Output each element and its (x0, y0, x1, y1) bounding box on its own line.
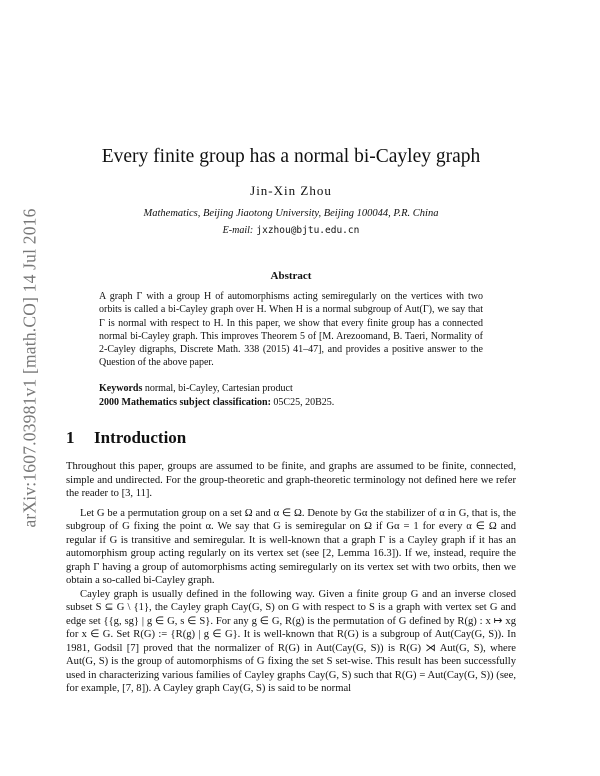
email-label: E-mail: (222, 225, 254, 236)
paragraph: Cayley graph is usually defined in the following way. Given a finite group G and an inverse closed subset S ⊆ G \ {1}, the Cayley graph Cay(G, S) on G with respect to S is a graph with vertex set G and edge set {{g, sg} | g ∈ G, s ∈ S}. For any g ∈ G, R(g) is the permutation of G defined by R(g) : x ↦ xg for x ∈ G. Set R(G) := {R(g) | g ∈ G}. It is well-known that R(G) is a subgroup of Aut(Cay(G, S)). In 1981, Godsil [7] proved that the normalizer of R(G) in Aut(Cay(G, S)) is R(G) ⋊ Aut(G, S), where Aut(G, S) is the group of automorphisms of G fixing the set S set-wise. This result has been successfully used in characterizing various families of Cayley graphs Cay(G, S) such that R(G) = Aut(Cay(G, S)) (see, for example, [7, 8]). A Cayley graph Cay(G, S) is said to be normal (66, 588, 516, 694)
author-name: Jin-Xin Zhou (250, 183, 332, 198)
keywords-line (99, 382, 483, 396)
affiliation: Mathematics, Beijing Jiaotong University, Beijing 100044, P.R. China (143, 208, 439, 219)
keywords-label: Keywords (99, 383, 143, 394)
paragraph: Let G be a permutation group on a set Ω and α ∈ Ω. Denote by Gα the stabilizer of α in G, that is, the subgroup of G fixing the point α. We say that G is semiregular on Ω if Gα = 1 for every α ∈ Ω and regular if G is transitive and semiregular. It is well-known that a graph Γ is a Cayley graph if it has an automorphism group acting regularly on its vertex set (see [2, Lemma 16.3]). If we, instead, require the graph Γ having a group of automorphisms acting semiregularly on its vertex set with two orbits, then we obtain a so-called bi-Cayley graph. (66, 507, 516, 586)
keywords-block (99, 382, 483, 410)
paper-title: Every finite group has a normal bi-Cayley graph (101, 146, 481, 167)
keywords-text: normal, bi-Cayley, Cartesian product (144, 383, 293, 394)
section-heading (66, 428, 516, 448)
arxiv-id: arXiv:1607.03981v1 [math.CO] 14 Jul 2016 (19, 208, 40, 528)
section-body (66, 460, 516, 696)
abstract-text: A graph Γ with a group H of automorphisms acting semiregularly on the vertices with two orbits is called a bi-Cayley graph over H. When H is a normal subgroup of Aut(Γ), we say that Γ is normal with respect to H. In this paper, we show that every finite group has a connected normal bi-Cayley graph. This improves Theorem 5 of [M. Arezoomand, B. Taeri, Normality of 2-Cayley digraphs, Discrete Math. 338 (2015) 41–47], and provides a positive answer to the Question of the above paper. (99, 291, 483, 369)
email-line (66, 225, 516, 236)
msc-text: 05C25, 20B25. (273, 397, 335, 408)
msc-label: 2000 Mathematics subject classification: (99, 397, 271, 408)
msc-line (99, 396, 483, 410)
section-number: 1 (66, 428, 75, 447)
paragraph: Throughout this paper, groups are assumed to be finite, and graphs are assumed to be finite, connected, simple and undirected. For the group-theoretic and graph-theoretic terminology not defined here we refer the reader to [3, 11]. (66, 461, 516, 499)
email-address: jxzhou@bjtu.edu.cn (256, 225, 360, 236)
section-title: Introduction (94, 428, 187, 447)
arxiv-stamp (8, 178, 52, 558)
abstract-heading: Abstract (270, 270, 312, 282)
